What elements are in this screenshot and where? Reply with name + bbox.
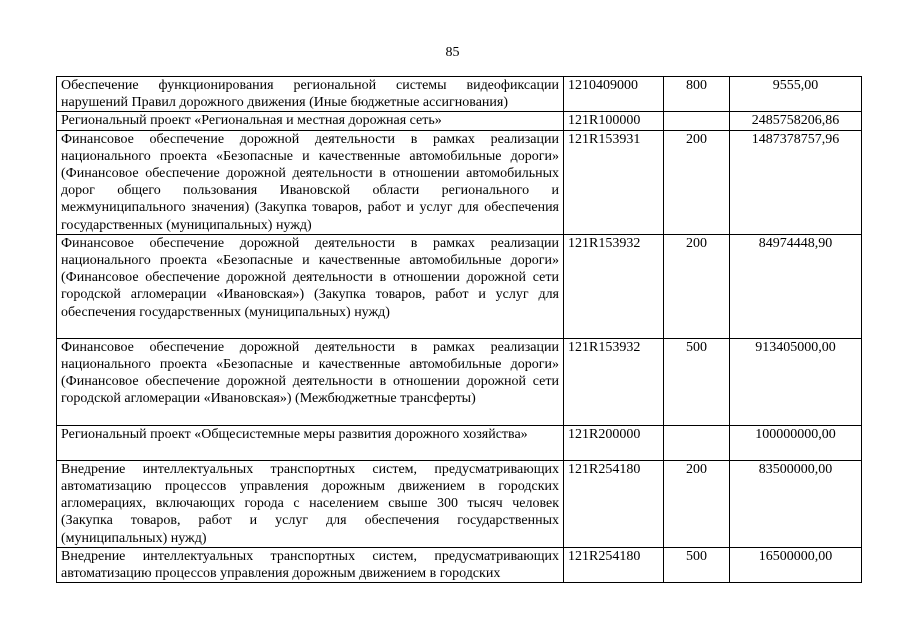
row-type-cell: 200: [664, 460, 730, 547]
row-name-cell: Обеспечение функционирования региональной системы видеофиксации нарушений Правил дорожного движения (Иные бюджетные ассигнования): [57, 77, 564, 112]
table-row: [57, 130, 862, 234]
row-code-cell: 1210409000: [564, 77, 664, 112]
table-row: [57, 547, 862, 582]
table-row: [57, 338, 862, 425]
table-row: [57, 234, 862, 338]
row-code-cell: 121R153932: [564, 338, 664, 425]
table-row: [57, 460, 862, 547]
table-row: [57, 77, 862, 112]
row-code-cell: 121R153931: [564, 130, 664, 234]
row-name-cell: Региональный проект «Региональная и местная дорожная сеть»: [57, 112, 564, 130]
row-code-cell: 121R254180: [564, 460, 664, 547]
row-name-cell: Финансовое обеспечение дорожной деятельности в рамках реализации национального проекта «Безопасные и качественные автомобильные дороги» (Финансовое обеспечение дорожной деятельности в отношении дорожной сети городской агломерации «Ивановская») (Межбюджетные трансферты): [57, 338, 564, 425]
row-amount-cell: 100000000,00: [730, 425, 862, 460]
table-row: [57, 112, 862, 130]
row-type-cell: 500: [664, 338, 730, 425]
row-code-cell: 121R200000: [564, 425, 664, 460]
row-amount-cell: 2485758206,86: [730, 112, 862, 130]
row-code-cell: 121R153932: [564, 234, 664, 338]
row-type-cell: [664, 425, 730, 460]
row-name-cell: Внедрение интеллектуальных транспортных систем, предусматривающих автоматизацию процессов управления дорожным движением в городских агломерациях, включающих города с населением свыше 300 тысяч человек (Закупка товаров, работ и услуг для обеспечения государственных (муниципальных) нужд): [57, 460, 564, 547]
row-name-cell: Финансовое обеспечение дорожной деятельности в рамках реализации национального проекта «Безопасные и качественные автомобильные дороги» (Финансовое обеспечение дорожной деятельности в отношении автомобильных дорог общего пользования Ивановской области регионального и межмуниципального значения) (Закупка товаров, работ и услуг для обеспечения государственных (муниципальных) нужд): [57, 130, 564, 234]
row-type-cell: 200: [664, 130, 730, 234]
row-amount-cell: 1487378757,96: [730, 130, 862, 234]
row-code-cell: 121R254180: [564, 547, 664, 582]
row-name-cell: Финансовое обеспечение дорожной деятельности в рамках реализации национального проекта «Безопасные и качественные автомобильные дороги» (Финансовое обеспечение дорожной деятельности в отношении дорожной сети городской агломерации «Ивановская») (Закупка товаров, работ и услуг для обеспечения государственных (муниципальных) нужд): [57, 234, 564, 338]
row-amount-cell: 16500000,00: [730, 547, 862, 582]
table-row: [57, 425, 862, 460]
row-name-cell: Региональный проект «Общесистемные меры развития дорожного хозяйства»: [57, 425, 564, 460]
row-amount-cell: 9555,00: [730, 77, 862, 112]
row-type-cell: 500: [664, 547, 730, 582]
row-amount-cell: 84974448,90: [730, 234, 862, 338]
row-amount-cell: 913405000,00: [730, 338, 862, 425]
row-type-cell: 800: [664, 77, 730, 112]
page-number: 85: [445, 45, 460, 60]
row-type-cell: 200: [664, 234, 730, 338]
row-amount-cell: 83500000,00: [730, 460, 862, 547]
row-type-cell: [664, 112, 730, 130]
row-name-cell: Внедрение интеллектуальных транспортных систем, предусматривающих автоматизацию процессов управления дорожным движением в городских: [57, 547, 564, 582]
budget-table: [56, 76, 862, 583]
row-code-cell: 121R100000: [564, 112, 664, 130]
